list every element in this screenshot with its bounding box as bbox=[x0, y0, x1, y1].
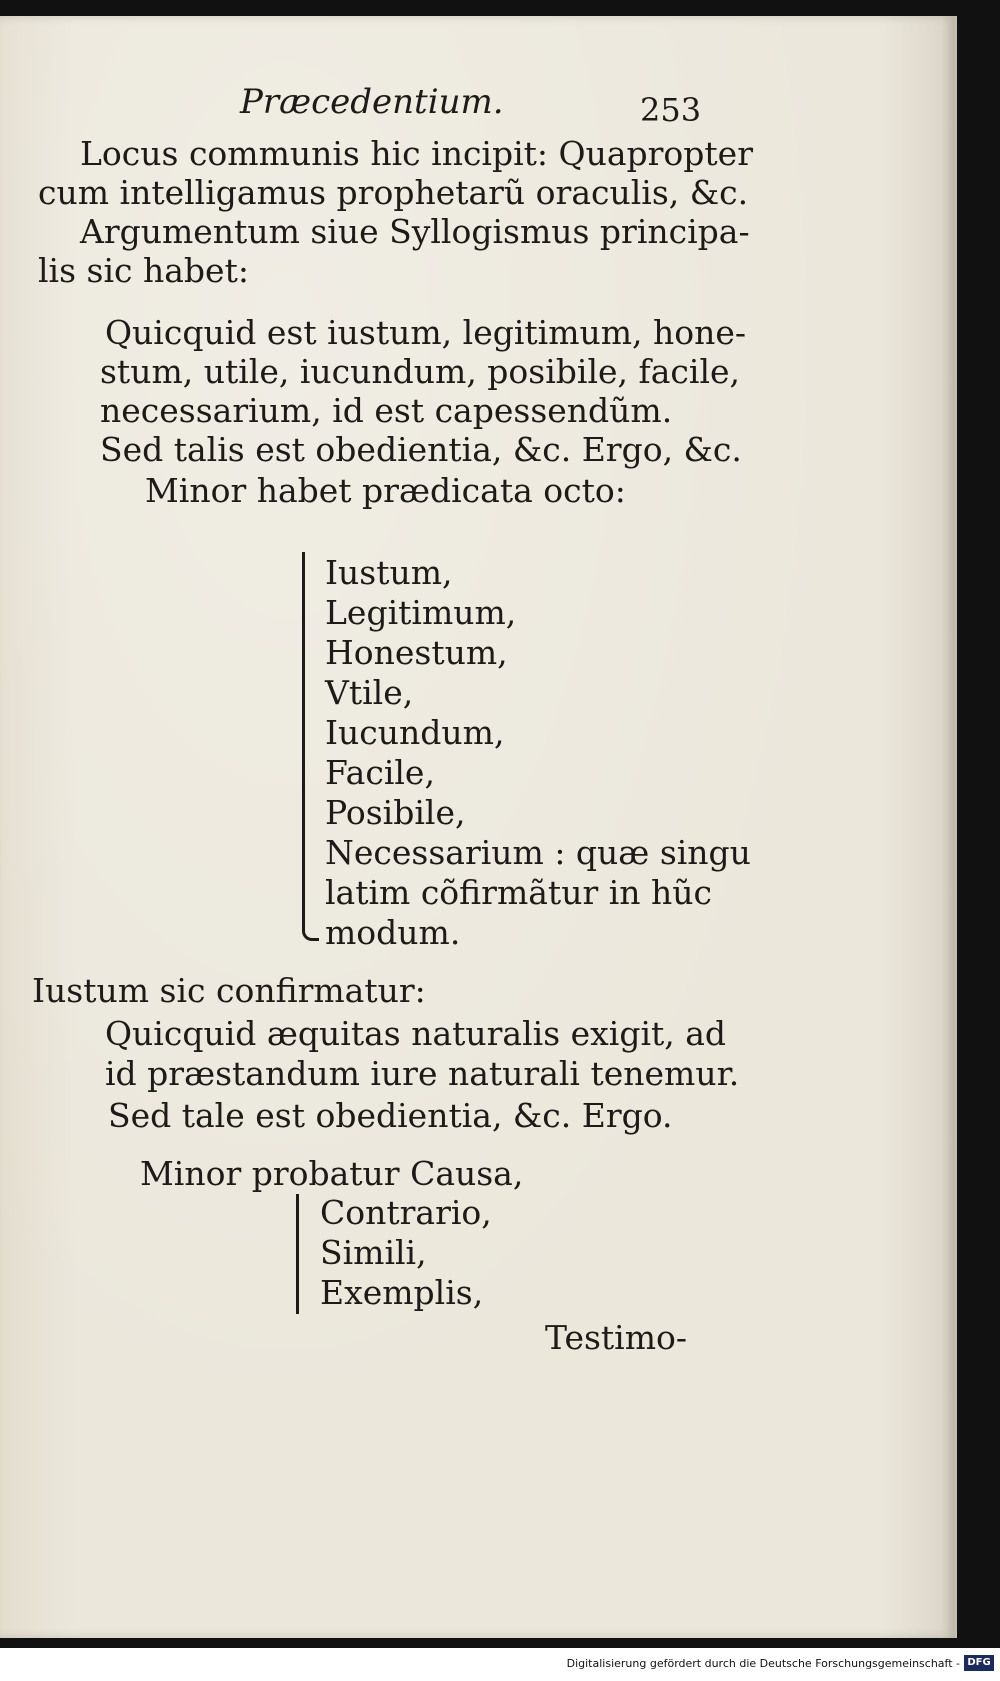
funding-credit: Digitalisierung gefördert durch die Deutsche Forschungsgemeinschaft - bbox=[566, 1657, 960, 1670]
catchword: Testimo- bbox=[545, 1318, 688, 1357]
running-header: Præcedentium. bbox=[240, 82, 504, 122]
predicate-item: Posibile, bbox=[325, 793, 466, 832]
section-heading: Iustum sic confirmatur: bbox=[32, 971, 426, 1010]
text-line: Argumentum siue Syllogismus principa- bbox=[80, 212, 750, 251]
predicate-bracket-end bbox=[302, 920, 319, 941]
predicate-item: Necessarium : quæ singu bbox=[325, 833, 751, 872]
predicate-item: latim cõfirmãtur in hũc bbox=[325, 873, 712, 912]
syllogism-line: necessarium, id est capessendũm. bbox=[100, 391, 673, 430]
minor-intro: Minor habet prædicata octo: bbox=[145, 471, 626, 510]
probatur-item: Simili, bbox=[320, 1233, 427, 1272]
probatur-item: Exemplis, bbox=[320, 1273, 484, 1312]
predicate-item: Facile, bbox=[325, 753, 435, 792]
text-line: lis sic habet: bbox=[38, 251, 249, 290]
predicate-item: Honestum, bbox=[325, 633, 508, 672]
footer-bar bbox=[0, 1648, 1000, 1681]
syllogism-line: stum, utile, iucundum, posibile, facile, bbox=[100, 352, 741, 391]
text-line: id præstandum iure naturali tenemur. bbox=[105, 1054, 740, 1093]
text-line: cum intelligamus prophetarũ oraculis, &c. bbox=[38, 173, 749, 212]
minor-probatur: Minor probatur Causa, bbox=[140, 1154, 524, 1193]
predicate-item: Legitimum, bbox=[325, 593, 517, 632]
text-line: Sed tale est obedientia, &c. Ergo. bbox=[108, 1096, 673, 1135]
text-line: Locus communis hic incipit: Quapropter bbox=[80, 134, 753, 173]
predicate-item: Iucundum, bbox=[325, 713, 505, 752]
syllogism-line: Sed talis est obedientia, &c. Ergo, &c. bbox=[100, 430, 742, 469]
text-line: Quicquid æquitas naturalis exigit, ad bbox=[105, 1014, 727, 1053]
predicate-item: Iustum, bbox=[325, 553, 453, 592]
book-page bbox=[0, 16, 957, 1638]
syllogism-line: Quicquid est iustum, legitimum, hone- bbox=[105, 313, 747, 352]
predicate-bracket bbox=[302, 552, 305, 928]
probatur-bracket bbox=[296, 1194, 299, 1314]
probatur-item: Contrario, bbox=[320, 1193, 492, 1232]
dfg-logo: DFG bbox=[964, 1655, 994, 1671]
predicate-item: Vtile, bbox=[325, 673, 414, 712]
page-number: 253 bbox=[640, 91, 702, 129]
predicate-item: modum. bbox=[325, 913, 461, 952]
